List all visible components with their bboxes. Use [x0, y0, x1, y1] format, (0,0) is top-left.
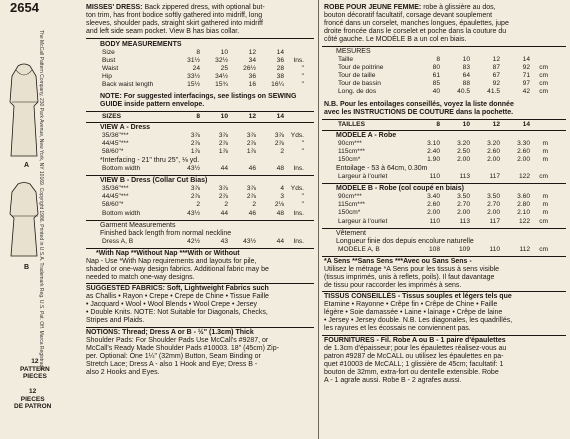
table-row: 44/45"*** 2⅞ 2⅞ 2⅞ 3 "	[102, 193, 304, 200]
view-b-bottom-width: Bottom width 43½ 44 46 48 Ins.	[102, 210, 304, 217]
garment-measurements-row: Dress A, B 42½ 43 43½ 44 Ins.	[102, 238, 304, 245]
nap-text: Nap - Use *With Nap requirements and layouts for pile, shaded or one-way design fabrics. Additional fabric may be needed to match one-way designs.	[86, 258, 269, 281]
pattern-pieces-en: 12 PATTERN PIECES	[20, 358, 50, 380]
view-a-label: A	[24, 162, 30, 169]
divider	[322, 291, 566, 292]
table-row: 115cm*** 2.40 2.50 2.60 2.60 m	[338, 148, 548, 155]
divider	[322, 256, 566, 257]
view-b-heading: VIEW B - Dress (Collar Cut Bias)	[100, 177, 208, 184]
divider	[322, 228, 566, 229]
divider	[322, 119, 566, 120]
divider	[86, 248, 314, 249]
view-b-sketch	[4, 180, 44, 260]
suggested-fabrics: SUGGESTED FABRICS: Soft, Lightweight Fabrics such as Challis • Rayon • Crepe • Crepe de Chine • Tissue Faille • Jacquard • Wool • Wool Blends • Wool Crepe • Jersey • Double Knits. NOTE: Not Suitable for Diagonals, Checks, Stripes and Plaids.	[86, 285, 269, 324]
column-divider	[318, 0, 319, 439]
view-b-label: B	[24, 264, 30, 271]
table-row: Taille 8 10 12 14	[338, 56, 530, 63]
table-row: 35/36"*** 3⅞ 3⅞ 3⅞ 4 Yds.	[102, 185, 304, 192]
garment-measurements-heading: Garment Measurements	[100, 222, 176, 229]
modele-b-metrage	[336, 193, 550, 217]
table-row: 58/60"* 2 2 2 2⅛ "	[102, 201, 304, 208]
ourlet-b-row: Largeur à l'ourlet 110 113 117 122 cm	[338, 218, 548, 225]
table-row: 150cm* 1.90 2.00 2.00 2.00 m	[338, 156, 548, 163]
divider	[86, 111, 314, 112]
table-row: Long. de dos 40 40.5 41.5 42 cm	[338, 88, 548, 95]
table-row: 90cm*** 3.10 3.20 3.20 3.30 m	[338, 140, 548, 147]
mesures-table	[336, 56, 550, 96]
english-description: MISSES' DRESS: Back zippered dress, with optional but- ton trim, has front bodice softly gathered into midriff, long sleeves, shoulder pads, straight skirt gathered into midriff and left side seam pocket. View B has bias collar.	[86, 4, 265, 35]
tissus-conseilles: TISSUS CONSEILLÉS - Tissus souples et légers tels que Etamine • Rayonne • Crêpe fin • Crêpe de Chine • Faille légère • Soie damassée • Laine • lainage • Crêpe de laine • Jersey • Jersey double. N.B. Les diagonales, les quadrillés, les rayures et les écossais ne conviennent pas.	[324, 293, 513, 332]
mesures-heading: MESURES	[336, 48, 371, 55]
table-row: Hip 33½ 34½ 36 38 "	[102, 73, 304, 80]
table-row: Waist 24 25 26½ 28 "	[102, 65, 304, 72]
table-row: Tour de taille 61 64 67 71 cm	[338, 72, 548, 79]
tailles-header: TAILLES 8 10 12 14	[338, 121, 530, 128]
body-measurements-heading: BODY MEASUREMENTS	[100, 41, 182, 48]
modele-a-metrage	[336, 140, 550, 164]
divider	[322, 183, 566, 184]
vetement-heading: Vêtement	[336, 230, 366, 237]
divider	[86, 122, 314, 123]
view-b-yardage	[100, 185, 306, 209]
table-row: Tour de bassin 85 88 92 97 cm	[338, 80, 548, 87]
body-measurements-table	[100, 49, 306, 89]
entoilage-line: Entoilage - 53 à 64cm, 0.30m	[336, 165, 428, 172]
divider	[322, 335, 566, 336]
table-row: Tour de poitrine 80 83 87 92 cm	[338, 64, 548, 71]
copyright-credit: The McCall Pattern Company, 230 Park Avenue, New York, NY 10169. Copyright 1986. Printed in U.S.A. Trademark Reg. U.S. Pat. Off. Marca Registrada	[38, 30, 44, 371]
divider	[86, 38, 314, 39]
table-row: 115cm*** 2.60 2.70 2.70 2.80 m	[338, 201, 548, 208]
view-a-interfacing: *Interfacing - 21" thru 25", ⅛ yd.	[100, 157, 200, 164]
divider	[86, 327, 314, 328]
table-row: Back waist length 15½ 15¾ 16 16¼ "	[102, 81, 304, 88]
view-a-bottom-width: Bottom width 43½ 44 46 48 Ins.	[102, 165, 304, 172]
table-row: Size 8 10 12 14	[102, 49, 284, 56]
divider	[322, 130, 566, 131]
divider	[86, 220, 314, 221]
notions: NOTIONS: Thread; Dress A or B - ½" (1.3cm) Thick Shoulder Pads: For Shoulder Pads Use McCall's #9287, or McCall's Ready Made Shoulder Pads #10003. 18" (45cm) Zip- per. Optional: One 1¼" (32mm) Button, Seam Binding or Stretch Lace; Dress A - also 1 Hook and Eye; Dress B - also 2 Hooks and Eyes.	[86, 329, 279, 376]
pattern-number: 2654	[10, 0, 39, 15]
nb-note: N.B. Pour les entoilages conseillés, voyez la liste donnée avec les INSTRUCTIONS DE COUTURE dans la pochette.	[324, 101, 514, 116]
sizes-header: SIZES 8 10 12 14	[102, 113, 284, 120]
view-a-sketch	[4, 60, 44, 160]
sens-text: Utilisez le métrage *A Sens pour les tissus à sens visible (tissus imprimés, unis à reflets, poils). Il faut davantage de tissu pour raccorder les imprimés à sens.	[324, 266, 500, 289]
pattern-pieces-fr: 12 PIECES DE PATRON	[14, 388, 52, 410]
nap-legend: *With Nap **Without Nap ***With or Without	[96, 250, 240, 257]
table-row: 35/36"*** 3⅞ 3⅞ 3⅞ 3⅞ Yds.	[102, 132, 304, 139]
fournitures: FOURNITURES - Fil. Robe A ou B - 1 paire d'épaulettes de 1.3cm d'épaisseur; pour les épaulettes réalisez-vous au patron #9287 de McCALL ou utilisez les épaulettes en pa- quet #10003 de McCALL; 1 glissière de 45cm; facultatif: 1 bouton de 32mm, extra-fort ou dentelle extensible. Robe A - 1 agrafe aussi. Robe B - 2 agrafes aussi.	[324, 337, 507, 384]
table-row: Bust 31½ 32½ 34 36 Ins.	[102, 57, 304, 64]
table-row: 90cm*** 3.40 3.50 3.50 3.60 m	[338, 193, 548, 200]
modele-b-heading: MODELE B - Robe (col coupé en biais)	[336, 185, 464, 192]
table-row: 58/60"* 1⅞ 1⅞ 1⅞ 2 "	[102, 148, 304, 155]
french-description: ROBE POUR JEUNE FEMME: robe à glissière au dos, bouton décoratif facultatif, corsage devant souplement froncé dans un corselet, manches longues, épaulettes, jupe droite froncée dans le corselet et poche dans la couture du côté gauche. Le MODÈLE B a un col en biais.	[324, 4, 509, 43]
vetement-line: Longueur finie dos depuis encolure naturelle	[336, 238, 474, 245]
divider	[86, 283, 314, 284]
table-row: 44/45"*** 2⅞ 2⅞ 2⅞ 2⅞ "	[102, 140, 304, 147]
vetement-row: MODELE A, B 108 109 110 112 cm	[338, 246, 548, 253]
interfacing-note: NOTE: For suggested interfacings, see listings on SEWING GUIDE inside pattern envelope.	[100, 93, 297, 108]
garment-measurements-line: Finished back length from normal neckline	[100, 230, 232, 237]
view-a-yardage	[100, 132, 306, 156]
table-row: 150cm* 2.00 2.00 2.00 2.10 m	[338, 209, 548, 216]
divider	[322, 46, 566, 47]
ourlet-a-row: Largeur à l'ourlet 110 113 117 122 cm	[338, 173, 548, 180]
sens-legend: *A Sens **Sans Sens ***Avec ou Sans Sens -	[324, 258, 472, 265]
divider	[86, 175, 314, 176]
view-a-heading: VIEW A - Dress	[100, 124, 151, 131]
modele-a-heading: MODELE A - Robe	[336, 132, 397, 139]
